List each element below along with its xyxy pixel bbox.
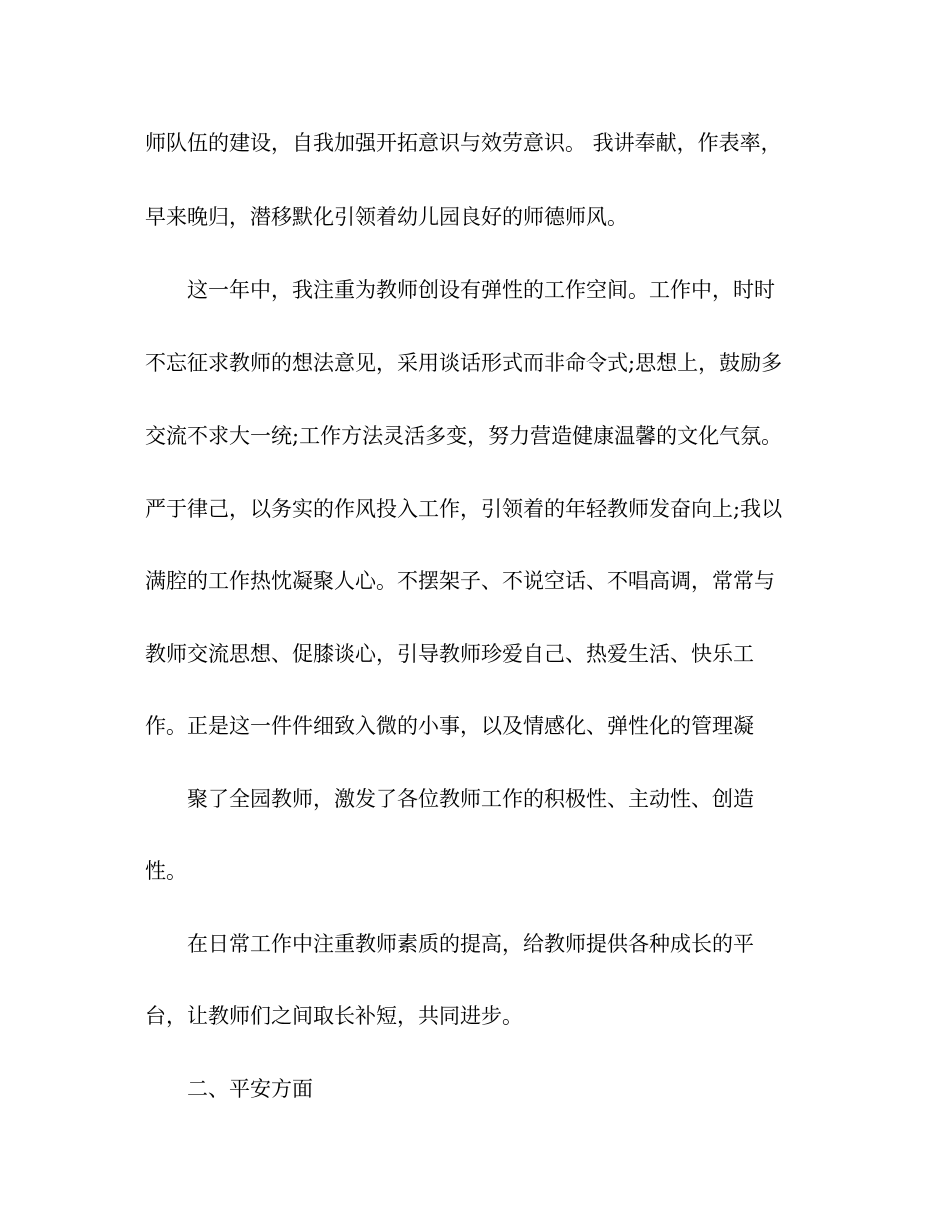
text-line: 性。 xyxy=(145,859,187,883)
paragraph-start-line: 聚了全园教师，激发了各位教师工作的积极性、主动性、创造 xyxy=(187,787,754,811)
text-line: 作。正是这一件件细致入微的小事，以及情感化、弹性化的管理凝 xyxy=(145,714,754,738)
section-heading: 二、平安方面 xyxy=(187,1077,313,1101)
text-line: 早来晚归，潜移默化引领着幼儿园良好的师德师风。 xyxy=(145,205,628,229)
text-line: 台，让教师们之间取长补短，共同进步。 xyxy=(145,1004,523,1028)
paragraph-start-line: 在日常工作中注重教师素质的提高，给教师提供各种成长的平 xyxy=(187,932,754,956)
paragraph-start-line: 这一年中，我注重为教师创设有弹性的工作空间。工作中，时时 xyxy=(187,278,775,302)
text-line: 严于律己，以务实的作风投入工作，引领着的年轻教师发奋向上;我以 xyxy=(145,497,783,521)
text-line: 满腔的工作热忱凝聚人心。不摆架子、不说空话、不唱高调，常常与 xyxy=(145,569,775,593)
text-line: 不忘征求教师的想法意见，采用谈话形式而非命令式;思想上，鼓励多 xyxy=(145,351,783,375)
text-line: 交流不求大一统;工作方法灵活多变，努力营造健康温馨的文化气氛。 xyxy=(145,424,783,448)
text-line: 师队伍的建设，自我加强开拓意识与效劳意识。 我讲奉献，作表率， xyxy=(145,131,782,155)
text-line: 教师交流思想、促膝谈心，引导教师珍爱自己、热爱生活、快乐工 xyxy=(145,642,754,666)
